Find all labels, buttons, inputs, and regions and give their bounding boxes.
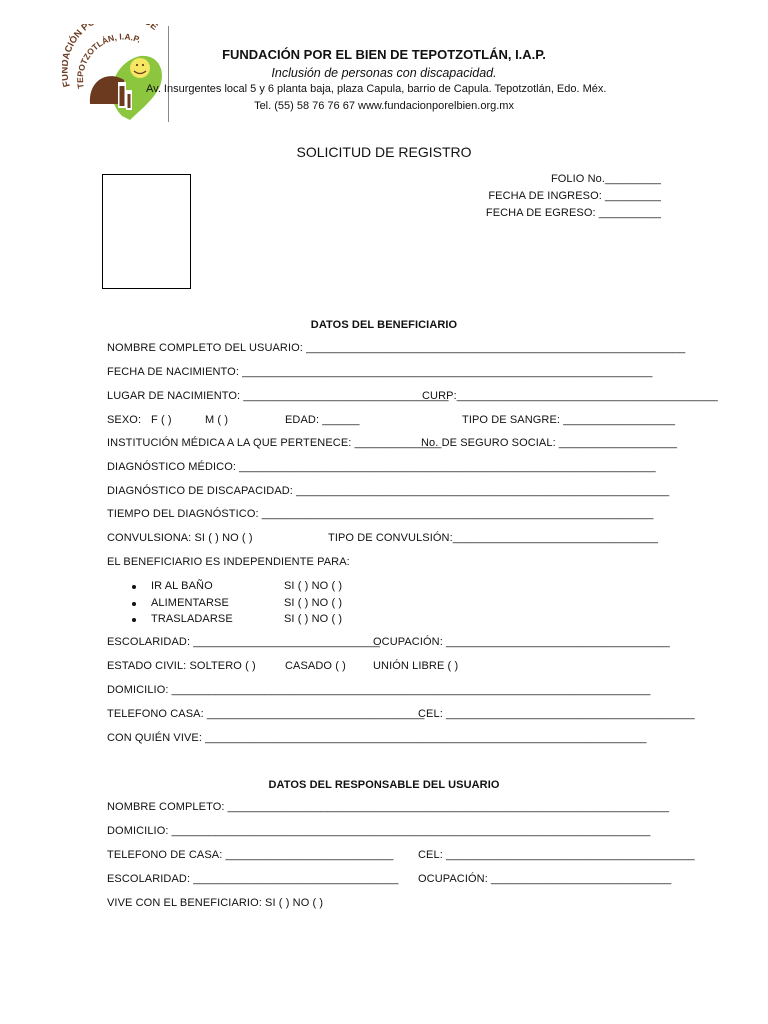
- con-quien-vive-field[interactable]: CON QUIÉN VIVE: _______________________________________________________________________: [107, 732, 647, 744]
- org-name: FUNDACIÓN POR EL BIEN DE TEPOTZOTLÁN, I.A.P.: [222, 47, 546, 62]
- logo-text-top: CIÓN P E: [62, 24, 160, 55]
- telefono-casa-field[interactable]: TELEFONO CASA: ___________________________________: [107, 708, 425, 720]
- sexo-label: SEXO:: [107, 414, 142, 426]
- lugar-nacimiento-field[interactable]: LUGAR DE NACIMIENTO: _________________________________: [107, 390, 449, 402]
- celular-field[interactable]: CEL: ________________________________________: [418, 708, 695, 720]
- org-contact: Tel. (55) 58 76 76 67 www.fundacionporelbien.org.mx: [254, 100, 514, 112]
- org-tagline: Inclusión de personas con discapacidad.: [271, 66, 497, 80]
- logo-text-bottom: TEPOTZOTLÁN, I.A.P.: [75, 31, 143, 90]
- bullet: [132, 585, 136, 589]
- curp-field[interactable]: CURP:__________________________________________: [422, 390, 718, 402]
- diagnostico-discapacidad-field[interactable]: DIAGNÓSTICO DE DISCAPACIDAD: ____________________________________________________________: [107, 485, 670, 497]
- item-alimentarse-label: ALIMENTARSE: [151, 597, 229, 609]
- estado-civil-union-libre[interactable]: UNIÓN LIBRE ( ): [373, 660, 459, 672]
- domicilio-field[interactable]: DOMICILIO: _____________________________________________________________________________: [107, 684, 651, 696]
- escolaridad-field[interactable]: ESCOLARIDAD: ______________________________: [107, 636, 380, 648]
- diagnostico-medico-field[interactable]: DIAGNÓSTICO MÉDICO: ___________________________________________________________________: [107, 461, 656, 473]
- fecha-ingreso-field[interactable]: FECHA DE INGRESO: _________: [488, 190, 661, 202]
- responsable-telefono-field[interactable]: TELEFONO DE CASA: ___________________________: [107, 849, 394, 861]
- bullet: [132, 602, 136, 606]
- vive-con-beneficiario-options[interactable]: VIVE CON EL BENEFICIARIO: SI ( ) NO ( ): [107, 897, 324, 909]
- responsable-celular-field[interactable]: CEL: ________________________________________: [418, 849, 695, 861]
- fecha-egreso-field[interactable]: FECHA DE EGRESO: __________: [485, 207, 661, 219]
- sexo-f-option[interactable]: F ( ): [151, 414, 172, 426]
- responsable-ocupacion-field[interactable]: OCUPACIÓN: _____________________________: [418, 873, 672, 885]
- photo-box: [102, 174, 191, 289]
- sexo-m-option[interactable]: M ( ): [205, 414, 229, 426]
- folio-field[interactable]: FOLIO No._________: [550, 173, 661, 185]
- org-address: Av. Insurgentes local 5 y 6 planta baja, plaza Capula, barrio de Capula. Tepotzotlán, Edo. Méx.: [146, 83, 607, 95]
- nombre-usuario-field[interactable]: NOMBRE COMPLETO DEL USUARIO: _____________________________________________________________: [107, 342, 686, 354]
- independiente-label: EL BENEFICIARIO ES INDEPENDIENTE PARA:: [107, 556, 350, 568]
- section-heading-beneficiario: DATOS DEL BENEFICIARIO: [310, 319, 458, 331]
- form-title: SOLICITUD DE REGISTRO: [296, 144, 472, 160]
- bullet: [132, 618, 136, 622]
- edad-field[interactable]: EDAD: ______: [285, 414, 360, 426]
- item-bano-options[interactable]: SI ( ) NO ( ): [284, 580, 343, 592]
- section-heading-responsable: DATOS DEL RESPONSABLE DEL USUARIO: [268, 779, 500, 791]
- seguro-social-field[interactable]: No. DE SEGURO SOCIAL: ___________________: [421, 437, 678, 449]
- responsable-domicilio-field[interactable]: DOMICILIO: _____________________________________________________________________________: [107, 825, 651, 837]
- responsable-nombre-field[interactable]: NOMBRE COMPLETO: _______________________________________________________________________: [107, 801, 670, 813]
- tipo-sangre-field[interactable]: TIPO DE SANGRE: __________________: [462, 414, 676, 426]
- estado-civil-soltero[interactable]: ESTADO CIVIL: SOLTERO ( ): [107, 660, 256, 672]
- item-alimentarse-options[interactable]: SI ( ) NO ( ): [284, 597, 343, 609]
- item-bano-label: IR AL BAÑO: [151, 580, 213, 592]
- convulsiona-options[interactable]: CONVULSIONA: SI ( ) NO ( ): [107, 532, 253, 544]
- item-trasladarse-label: TRASLADARSE: [151, 613, 233, 625]
- tiempo-diagnostico-field[interactable]: TIEMPO DEL DIAGNÓSTICO: _______________________________________________________________: [107, 508, 654, 520]
- institucion-medica-field[interactable]: INSTITUCIÓN MÉDICA A LA QUE PERTENECE: ______________: [107, 437, 442, 449]
- tipo-convulsion-field[interactable]: TIPO DE CONVULSIÓN:_________________________________: [328, 532, 658, 544]
- fecha-nacimiento-field[interactable]: FECHA DE NACIMIENTO: __________________________________________________________________: [107, 366, 653, 378]
- ocupacion-field[interactable]: OCUPACIÓN: ____________________________________: [373, 636, 670, 648]
- responsable-escolaridad-field[interactable]: ESCOLARIDAD: _________________________________: [107, 873, 399, 885]
- estado-civil-casado[interactable]: CASADO ( ): [285, 660, 346, 672]
- item-trasladarse-options[interactable]: SI ( ) NO ( ): [284, 613, 343, 625]
